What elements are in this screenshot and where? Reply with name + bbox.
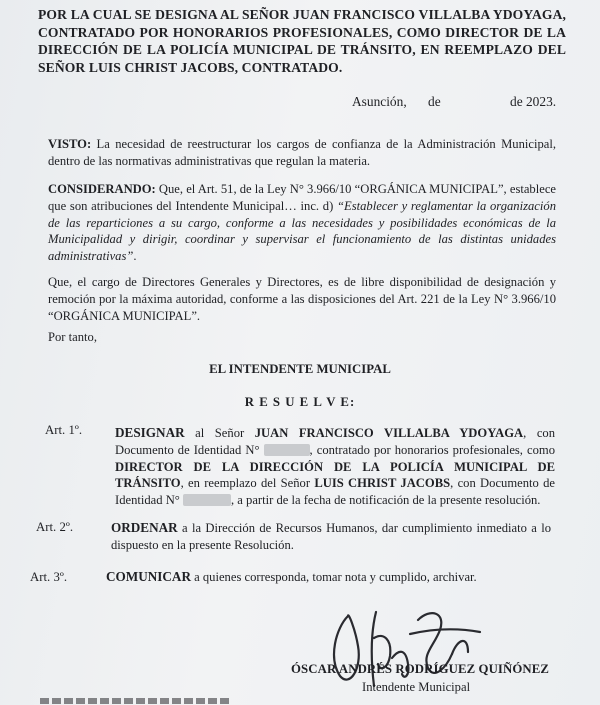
handwritten-signature <box>318 598 488 693</box>
article-1-text-c: , contratado por honorarios profesionales, como <box>309 442 555 457</box>
article-1-role: DIRECTOR DE LA DIRECCIÓN DE LA POLICÍA MUNICIPAL DE TRÁNSITO <box>115 459 555 491</box>
visto-paragraph <box>48 136 556 170</box>
article-1-text-f: , a partir de la fecha de notificación de la presente resolución. <box>231 493 541 508</box>
article-1-body <box>115 425 555 509</box>
date-year: de 2023. <box>510 94 557 109</box>
considerando-paragraph <box>48 181 556 265</box>
article-2-body <box>111 520 551 554</box>
cropped-text-fragment <box>40 698 230 704</box>
visto-text: La necesidad de reestructurar los cargos de confianza de la Administración Municipal, dentro de las normativas administrativas que regulan la materia. <box>48 137 556 168</box>
signatory-role: Intendente Municipal <box>362 680 471 694</box>
article-1-number: Art. 1º. <box>45 423 83 437</box>
date-city: Asunción, <box>352 94 407 109</box>
article-1-name-1: JUAN FRANCISCO VILLALBA YDOYAGA <box>254 426 524 440</box>
visto-label: VISTO: <box>48 137 92 151</box>
redacted-id-2 <box>183 494 231 506</box>
intendente-heading: EL INTENDENTE MUNICIPAL <box>209 362 391 376</box>
considerando-end: . <box>133 249 137 264</box>
article-3-body <box>106 569 556 586</box>
article-2-number: Art. 2º. <box>36 520 74 534</box>
considerando-quote: “Establecer y reglamentar la organización de las reparticiones a su cargo, conforme a las necesidades y posibilidades económicas de la Municipalidad y dirigir, coordinar y supervisar el funcionamiento de las distintas unidades administrativas” <box>48 198 556 264</box>
article-1-text-a: al Señor <box>184 426 255 440</box>
por-tanto: Por tanto, <box>48 330 97 344</box>
article-1-text-e: , con Documento de Identidad N° <box>115 476 555 508</box>
article-1-text-d: , en reemplazo del Señor <box>180 476 315 491</box>
considerando-label: CONSIDERANDO: <box>48 182 156 196</box>
article-3-number: Art. 3º. <box>30 570 68 584</box>
resuelve-heading: R E S U E L V E: <box>244 395 356 409</box>
document-title: POR LA CUAL SE DESIGNA AL SEÑOR JUAN FRANCISCO VILLALBA YDOYAGA, CONTRATADO POR HONORARIOS PROFESIONALES, COMO DIRECTOR DE LA DIRECCIÓN DE LA POLICÍA MUNICIPAL DE TRÁNSITO, EN REEMPLAZO DEL SEÑOR LUIS CHRIST JACOBS, CONTRATADO. <box>38 7 566 75</box>
signatory-name: ÓSCAR ANDRÉS RODRÍGUEZ QUIÑÓNEZ <box>291 662 550 676</box>
article-1-verb: DESIGNAR <box>115 425 185 440</box>
que-paragraph: Que, el cargo de Directores Generales y Directores, es de libre disponibilidad de designación y remoción por la máxima autoridad, conforme a las disposiciones del Art. 221 de la Ley N° 3.966/10 “ORGÁNICA MUNICIPAL”. <box>48 275 556 323</box>
considerando-text: Que, el Art. 51, de la Ley N° 3.966/10 “ORGÁNICA MUNICIPAL”, establece que son atribuciones del Intendente Municipal… inc. d) <box>48 182 556 213</box>
article-2-verb: ORDENAR <box>111 520 178 535</box>
article-1-text-b: , con Documento de Identidad N° <box>115 426 556 457</box>
article-1-name-2: LUIS CHRIST JACOBS <box>314 476 451 491</box>
article-3-text: a quienes corresponda, tomar nota y cumplido, archivar. <box>190 570 477 584</box>
article-3-verb: COMUNICAR <box>106 569 191 584</box>
date-de: de <box>428 94 441 109</box>
article-2-text: a la Dirección de Recursos Humanos, dar cumplimiento inmediato a lo dispuesto en la presente Resolución. <box>111 521 551 552</box>
redacted-id-1 <box>264 444 310 456</box>
